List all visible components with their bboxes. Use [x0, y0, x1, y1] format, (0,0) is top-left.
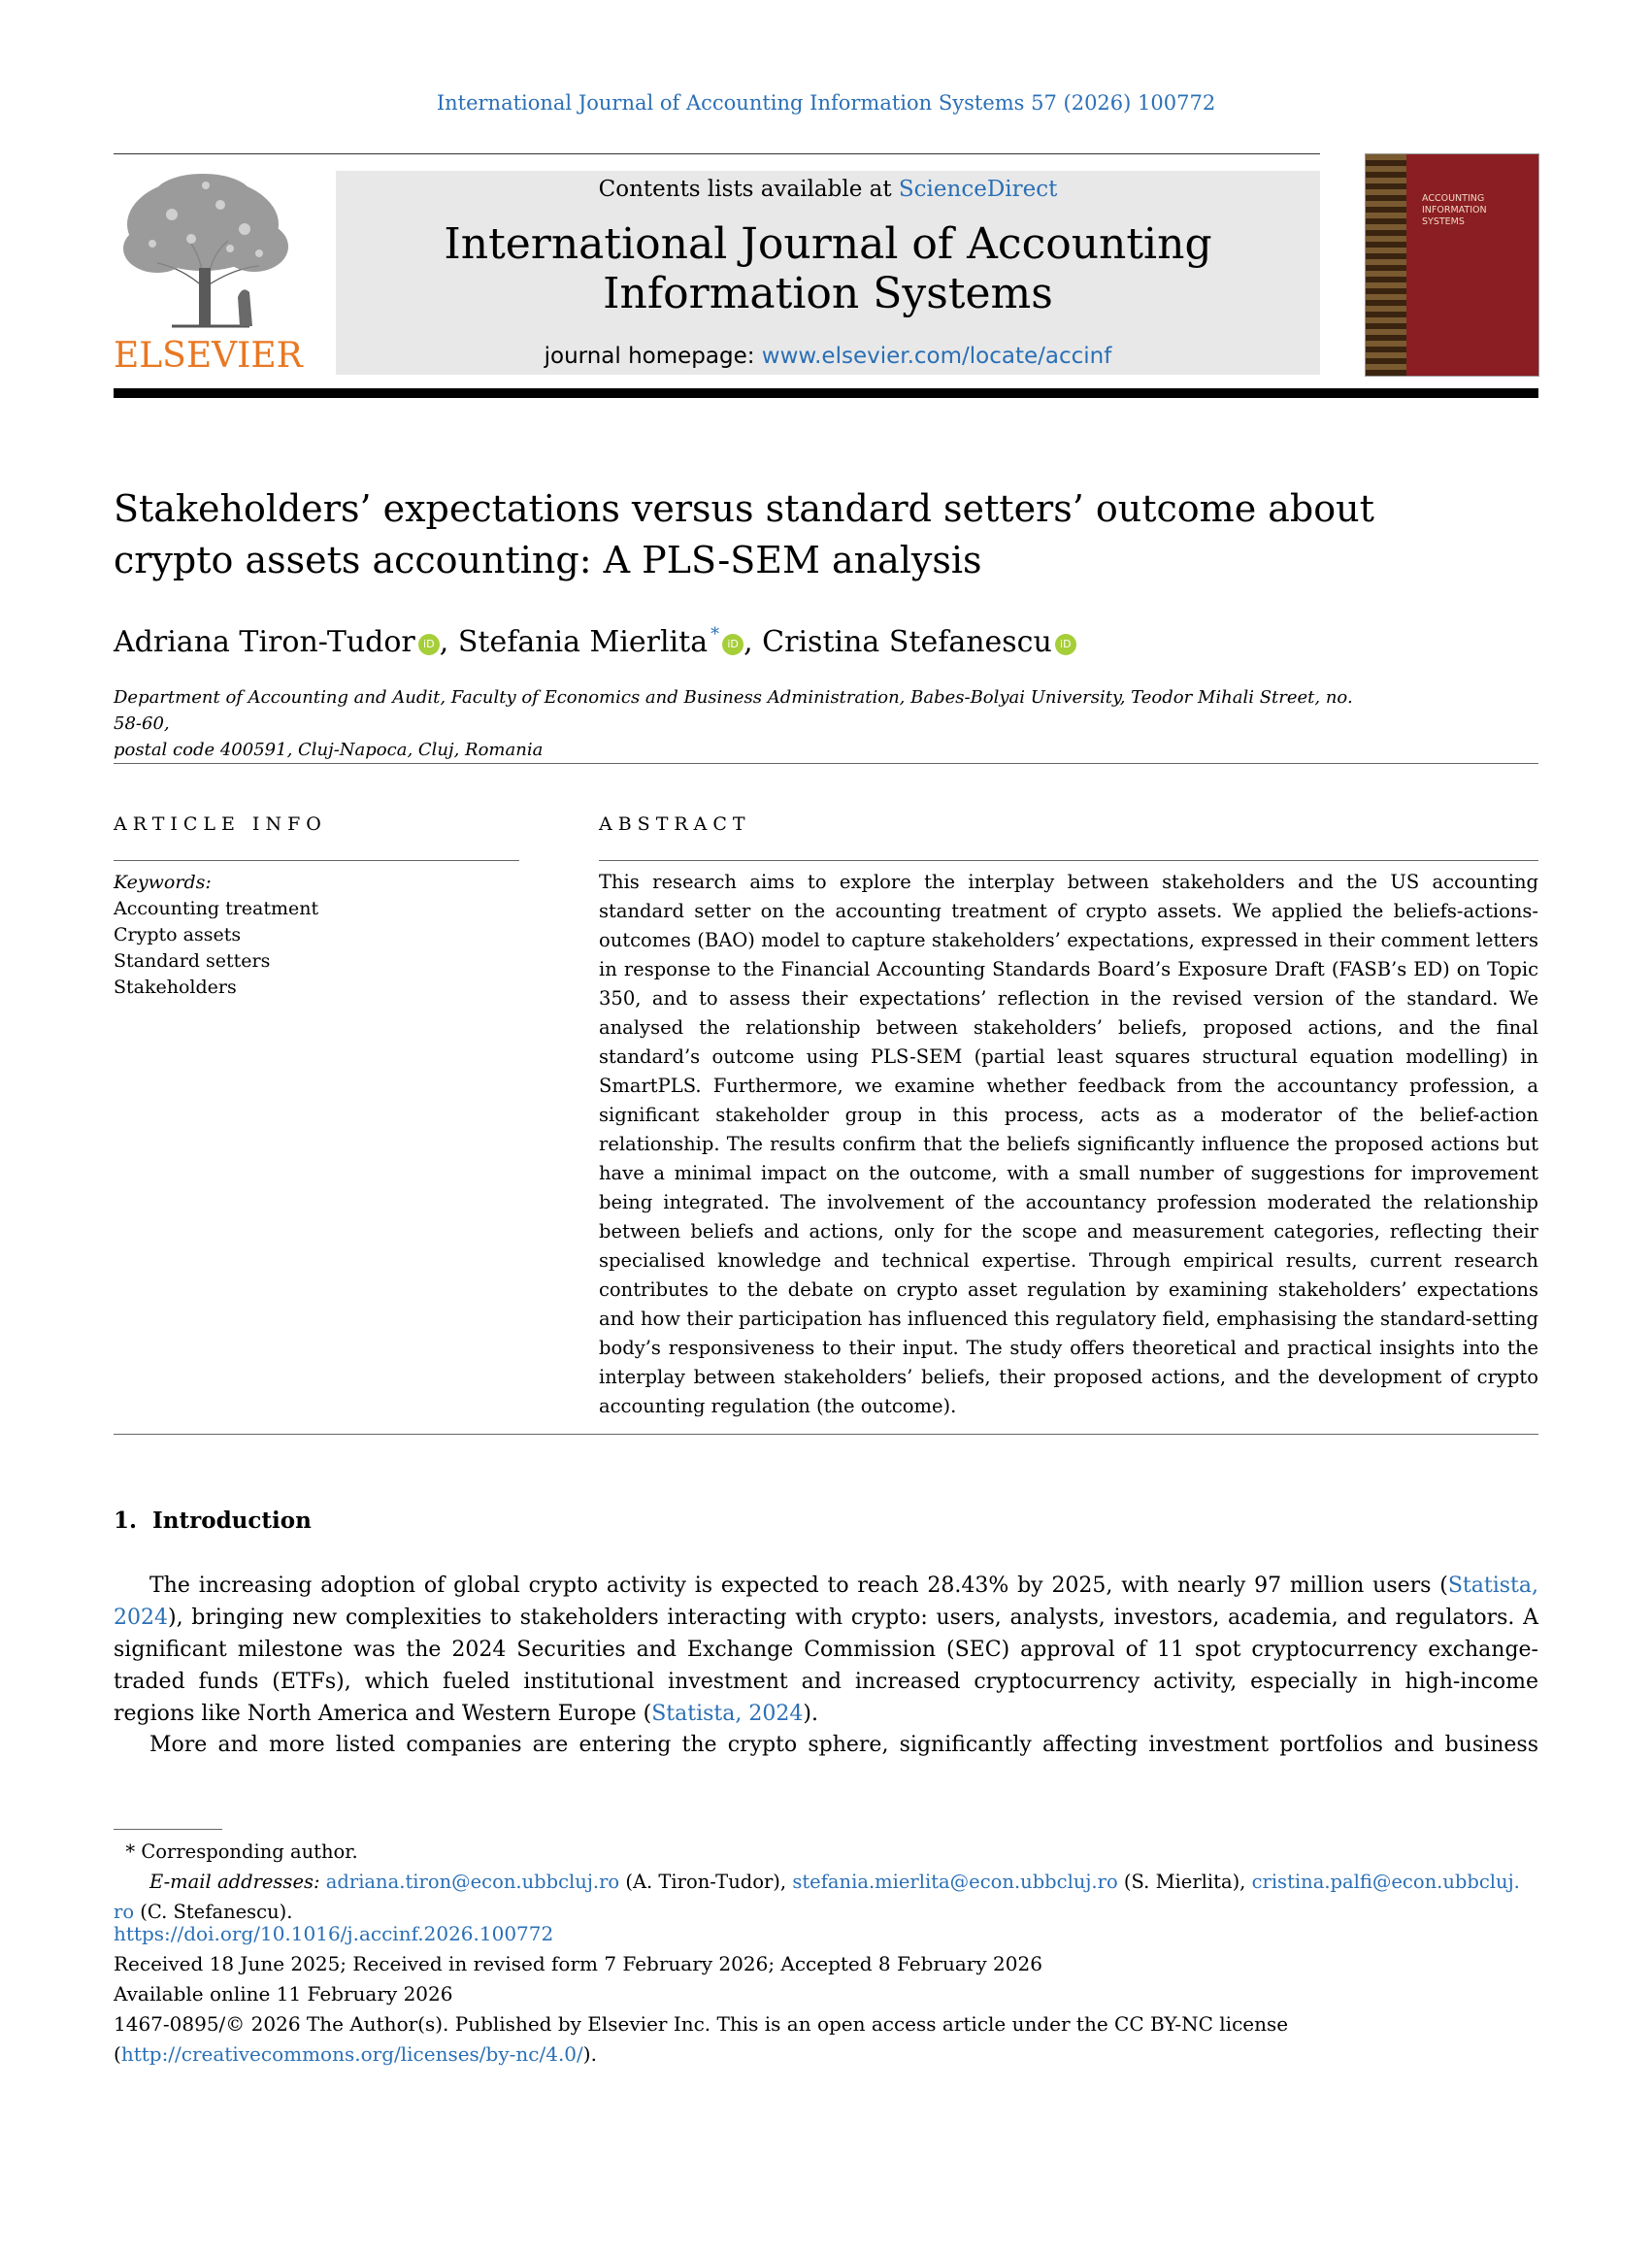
email-owner: (C. Stefanescu).: [134, 1901, 293, 1923]
article-title: [114, 483, 1375, 586]
paragraph-text: ).: [803, 1702, 818, 1726]
article-title-line-2: crypto assets accounting: A PLS-SEM analysis: [114, 539, 982, 581]
paren-open: (: [114, 2042, 121, 2066]
header-rule: [114, 153, 1320, 154]
email-link[interactable]: stefania.mierlita@econ.ubbcluj.ro: [792, 1871, 1118, 1893]
affiliation-line-1: Department of Accounting and Audit, Faculty of Economics and Business Administration, Babes-Bolyai University, Teodor Mihali Street, no. 58-60,: [114, 687, 1353, 734]
author-name[interactable]: Stefania Mierlita: [457, 625, 709, 659]
cover-panel: [1366, 154, 1406, 376]
cover-title-line-1: ACCOUNTING: [1422, 193, 1485, 204]
paragraph-text: The increasing adoption of global crypto activity is expected to reach 28.43% by 2025, with nearly 97 million users (: [149, 1574, 1448, 1598]
publisher-name: ELSEVIER: [114, 336, 303, 376]
contents-line: [336, 177, 1320, 202]
footnote-text: Corresponding author.: [141, 1840, 358, 1863]
available-online: Available online 11 February 2026: [114, 1982, 453, 2005]
cover-title: [1422, 193, 1534, 228]
corresponding-author-marker[interactable]: *: [710, 624, 720, 645]
author-separator: ,: [743, 625, 763, 659]
cover-title-line-2: INFORMATION: [1422, 205, 1487, 215]
keyword: Stakeholders: [114, 977, 237, 998]
elsevier-logo[interactable]: [114, 171, 303, 376]
citation-link[interactable]: Statista, 2024: [651, 1702, 804, 1726]
section-rule: [114, 1434, 1538, 1435]
article-info-rule: [114, 860, 519, 861]
license-link-line: [114, 2039, 1538, 2070]
section-title: Introduction: [152, 1508, 312, 1534]
footnote-corresponding: [114, 1837, 1538, 1867]
homepage-link[interactable]: www.elsevier.com/locate/accinf: [761, 344, 1112, 369]
affiliation-line-2: postal code 400591, Cluj-Napoca, Cluj, Romania: [114, 740, 544, 760]
email-link[interactable]: adriana.tiron@econ.ubbcluj.ro: [325, 1871, 620, 1893]
keyword: Standard setters: [114, 950, 271, 972]
affiliation: [114, 684, 1375, 763]
paren-close: ).: [582, 2042, 597, 2066]
journal-masthead: [336, 171, 1320, 375]
abstract-heading: ABSTRACT: [599, 813, 751, 835]
footnote: [114, 1837, 1538, 1927]
email-owner: (A. Tiron-Tudor),: [619, 1871, 793, 1893]
journal-title-line-2: Information Systems: [603, 269, 1053, 318]
journal-title: [336, 219, 1320, 318]
footnote-rule: [114, 1829, 222, 1830]
footnote-emails: [114, 1867, 1538, 1897]
running-head[interactable]: International Journal of Accounting Information Systems 57 (2026) 100772: [436, 91, 1216, 115]
article-title-line-1: Stakeholders’ expectations versus standard setters’ outcome about: [114, 487, 1374, 530]
cover-title-line-3: SYSTEMS: [1422, 216, 1465, 227]
abstract-text: This research aims to explore the interplay between stakeholders and the US accounting standard setter on the accounting treatment of crypto assets. We applied the beliefs-actions-outcomes (BAO) model to capture stakeholders’ expectations, expressed in their comment letters in response to the Financial Accounting Standards Board’s Exposure Draft (FASB’s ED) on Topic 350, and to assess their expectations’ reflection in the revised version of the standard. We analysed the relationship between stakeholders’ beliefs, proposed actions, and the final standard’s outcome using PLS-SEM (partial least squares structural equation modelling) in SmartPLS. Furthermore, we examine whether feedback from the accountancy profession, a significant stakeholder group in this process, acts as a moderator of the belief-action relationship. The results confirm that the beliefs significantly influence the proposed actions but have a minimal impact on the outcome, with a small number of suggestions for improvement being integrated. The involvement of the accountancy profession moderated the relationship between beliefs and actions, only for the scope and measurement categories, reflecting their specialised knowledge and technical expertise. Through empirical results, current research contributes to the debate on crypto asset regulation by examining stakeholders’ expectations and how their participation has influenced this regulatory field, emphasising the standard-setting body’s responsiveness to their input. The study offers theoretical and practical insights into the interplay between stakeholders’ beliefs, their proposed actions, and the development of crypto accounting regulation (the outcome).: [599, 871, 1538, 1417]
author-separator: ,: [439, 625, 458, 659]
author-name[interactable]: Adriana Tiron-Tudor: [114, 625, 415, 659]
section-heading-introduction: [114, 1508, 312, 1534]
homepage-prefix: journal homepage:: [544, 344, 762, 369]
email-owner: (S. Mierlita),: [1117, 1871, 1252, 1893]
abstract-rule: [599, 860, 1538, 861]
email-label: E-mail addresses:: [149, 1871, 320, 1893]
received-dates: Received 18 June 2025; Received in revised form 7 February 2026; Accepted 8 February 2026: [114, 1952, 1042, 1975]
elsevier-tree-icon: [114, 171, 293, 336]
keywords-block: [114, 870, 318, 1001]
homepage-line: [336, 344, 1320, 369]
section-number: 1.: [114, 1508, 138, 1534]
journal-cover-image[interactable]: [1365, 153, 1539, 377]
footnote-marker: *: [125, 1840, 136, 1863]
doi-link[interactable]: https://doi.org/10.1016/j.accinf.2026.100772: [114, 1922, 554, 1945]
email-link[interactable]: cristina.palfi@econ.ubbcluj.: [1251, 1871, 1520, 1893]
paragraph-text: ), bringing new complexities to stakeholders interacting with crypto: users, analysts, investors, academia, and regulators. A significant milestone was the 2024 Securities and Exchange Commission (SEC) approval of 11 spot cryptocurrency exchange-traded funds (ETFs), which fueled institutional investment and increased cryptocurrency activity, especially in high-income regions like North America and Western Europe (: [114, 1606, 1538, 1726]
keyword: Crypto assets: [114, 924, 242, 945]
cover-panel-red: [1406, 154, 1538, 376]
intro-paragraph: [114, 1570, 1538, 1730]
section-rule: [114, 763, 1538, 764]
article-info-heading: ARTICLE INFO: [114, 813, 327, 835]
contents-prefix: Contents lists available at: [598, 177, 899, 202]
license-text: 1467-0895/© 2026 The Author(s). Published by Elsevier Inc. This is an open access article under the CC BY-NC license: [114, 2012, 1289, 2036]
keywords-label: Keywords:: [114, 872, 212, 893]
orcid-icon[interactable]: iD: [722, 634, 743, 655]
author-name[interactable]: Cristina Stefanescu: [762, 625, 1052, 659]
email-link[interactable]: ro: [114, 1901, 135, 1923]
citation-link[interactable]: Statista, 2024: [114, 1574, 1538, 1630]
orcid-icon[interactable]: iD: [1055, 634, 1076, 655]
article-meta: [114, 1919, 1538, 2070]
author-list: [114, 624, 1076, 659]
sciencedirect-link[interactable]: ScienceDirect: [898, 177, 1058, 202]
intro-paragraph: More and more listed companies are entering the crypto sphere, significantly affecting investment portfolios and business: [149, 1733, 1538, 1757]
header-rule-thick: [114, 388, 1538, 398]
journal-title-line-1: International Journal of Accounting: [444, 219, 1212, 269]
orcid-icon[interactable]: iD: [418, 634, 440, 655]
keyword: Accounting treatment: [114, 898, 319, 919]
license-link[interactable]: http://creativecommons.org/licenses/by-nc/4.0/: [120, 2042, 583, 2066]
